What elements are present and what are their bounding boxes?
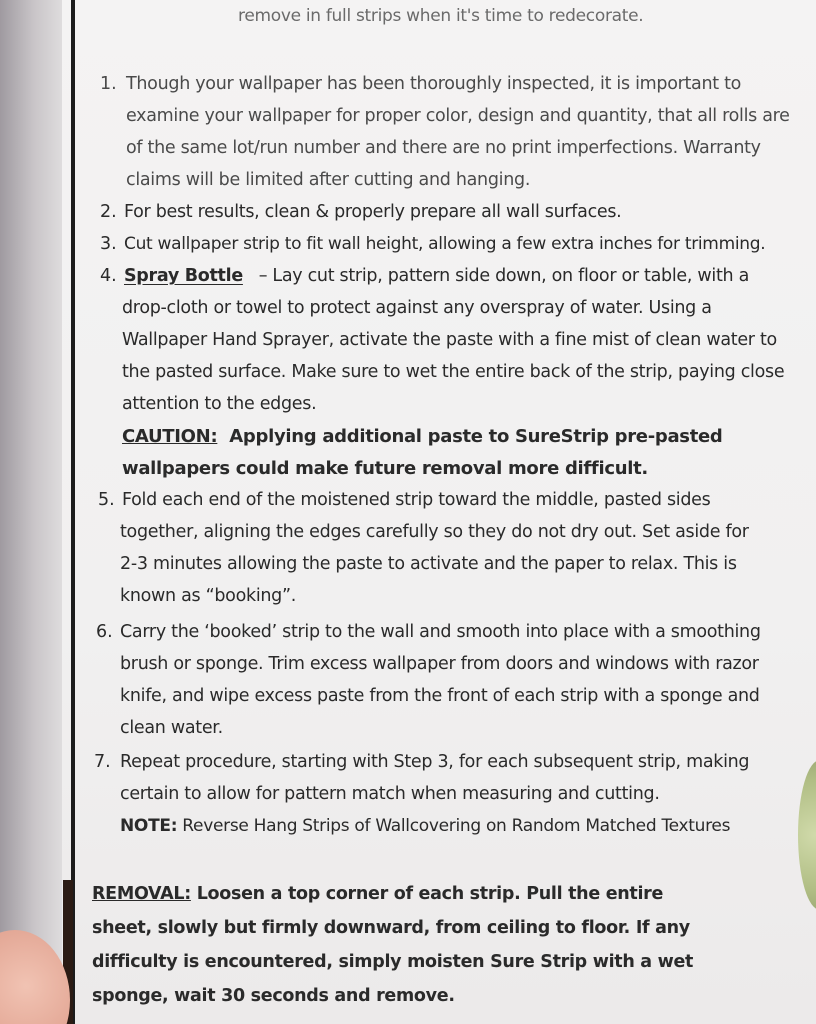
spray-bottle-heading: Spray Bottle [124,266,243,286]
step-1-line-3: of the same lot/run number and there are no print imperfections. Warranty [126,138,761,158]
step-3-number: 3. [100,234,117,254]
step-1-line-2: examine your wallpaper for proper color, design and quantity, that all rolls are [126,106,790,126]
step-1-line-1: Though your wallpaper has been thoroughly inspected, it is important to [126,74,742,94]
top-line: remove in full strips when it's time to redecorate. [238,6,644,26]
step-6-number: 6. [96,622,113,642]
step-5-line-3: 2-3 minutes allowing the paste to activate and the paper to relax. This is [120,554,737,574]
step-4-line-2: drop-cloth or towel to protect against any overspray of water. Using a [122,298,712,318]
step-6-line-2: brush or sponge. Trim excess wallpaper from doors and windows with razor [120,654,759,674]
step-1-line-4: claims will be limited after cutting and hanging. [126,170,531,190]
removal-line-4: sponge, wait 30 seconds and remove. [92,986,455,1006]
step-4-line-4: the pasted surface. Make sure to wet the entire back of the strip, paying close [122,362,785,382]
step-4-line-3: Wallpaper Hand Sprayer, activate the paste with a fine mist of clean water to [122,330,777,350]
note-label: NOTE: [120,816,178,836]
note-text: Reverse Hang Strips of Wallcovering on Random Matched Textures [182,816,731,836]
step-4-first-line [124,266,749,286]
step-5-line-2: together, aligning the edges carefully so they do not dry out. Set aside for [120,522,749,542]
left-border-rule [71,0,75,1024]
step-7-line-1: Repeat procedure, starting with Step 3, for each subsequent strip, making [120,752,750,772]
caution-label: CAUTION: [122,426,218,447]
step-6-line-1: Carry the ‘booked’ strip to the wall and smooth into place with a smoothing [120,622,761,642]
caution-line-2: wallpapers could make future removal more difficult. [122,458,648,479]
step-2-number: 2. [100,202,117,222]
step-1-number: 1. [100,74,117,94]
removal-label: REMOVAL: [92,884,191,904]
step-2-line-1: For best results, clean & properly prepare all wall surfaces. [124,202,622,222]
step-3-line-1: Cut wallpaper strip to fit wall height, allowing a few extra inches for trimming. [124,234,766,254]
note-line [120,816,730,836]
step-5-number: 5. [98,490,115,510]
caution-text-1: Applying additional paste to SureStrip pre-pasted [229,426,723,447]
caution-line-1 [122,426,723,447]
removal-line-1 [92,884,663,904]
step-5-line-1: Fold each end of the moistened strip toward the middle, pasted sides [122,490,711,510]
step-4-line-1-rest: – Lay cut strip, pattern side down, on floor or table, with a [258,266,750,286]
removal-line-1-rest: Loosen a top corner of each strip. Pull the entire [196,884,664,904]
step-4-line-5: attention to the edges. [122,394,317,414]
step-6-line-4: clean water. [120,718,223,738]
removal-line-2: sheet, slowly but firmly downward, from ceiling to floor. If any [92,918,690,938]
step-7-number: 7. [94,752,111,772]
step-7-line-2: certain to allow for pattern match when measuring and cutting. [120,784,660,804]
step-6-line-3: knife, and wipe excess paste from the front of each strip with a sponge and [120,686,760,706]
left-shadow [0,0,62,1024]
removal-line-3: difficulty is encountered, simply moisten Sure Strip with a wet [92,952,694,972]
step-4-number: 4. [100,266,117,286]
step-5-line-4: known as “booking”. [120,586,297,606]
